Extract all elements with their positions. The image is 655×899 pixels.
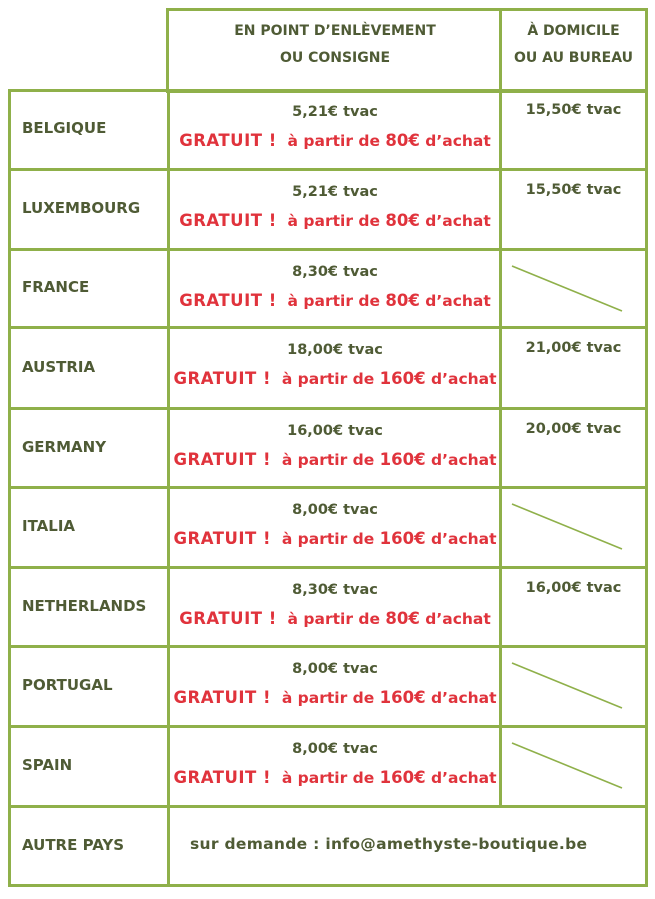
country-label: GERMANY — [22, 437, 107, 456]
free-threshold-suffix: d’achat — [431, 370, 497, 388]
other-countries-contact: sur demande : info@amethyste-boutique.be — [190, 835, 588, 853]
header-home-line2: OU AU BUREAU — [514, 50, 633, 66]
free-threshold-amount: 80€ — [385, 211, 420, 230]
not-available-strike — [512, 743, 622, 788]
free-threshold-suffix: d’achat — [425, 132, 491, 150]
home-price: 15,50€ tvac — [525, 182, 622, 198]
free-shipping-note — [168, 688, 502, 707]
free-threshold-amount: 160€ — [379, 529, 426, 548]
free-label: GRATUIT ! — [173, 688, 272, 707]
free-label: GRATUIT ! — [179, 131, 277, 150]
home-price: 20,00€ tvac — [525, 421, 622, 437]
free-threshold-suffix: d’achat — [425, 610, 491, 628]
free-threshold-suffix: d’achat — [425, 212, 491, 230]
header-home-line1: À DOMICILE — [527, 23, 620, 39]
free-threshold-amount: 160€ — [379, 688, 426, 707]
header-pickup — [170, 18, 500, 72]
not-available-strike — [512, 504, 622, 549]
free-threshold-suffix: d’achat — [431, 530, 497, 548]
free-threshold-prefix: à partir de — [281, 530, 375, 548]
not-available-strike — [512, 663, 622, 708]
country-label: AUSTRIA — [22, 357, 96, 376]
free-shipping-note — [168, 529, 502, 548]
pickup-price: 18,00€ tvac — [287, 342, 383, 358]
free-threshold-suffix: d’achat — [431, 769, 497, 787]
free-threshold-prefix: à partir de — [287, 292, 380, 310]
pickup-price: 8,00€ tvac — [292, 502, 378, 518]
free-threshold-amount: 80€ — [385, 131, 420, 150]
free-threshold-suffix: d’achat — [425, 292, 491, 310]
header-home — [502, 18, 645, 72]
free-threshold-suffix: d’achat — [431, 451, 497, 469]
country-label: FRANCE — [22, 278, 90, 296]
free-shipping-note — [168, 450, 502, 469]
header-pickup-line2: OU CONSIGNE — [279, 50, 391, 66]
free-threshold-amount: 80€ — [385, 609, 420, 628]
free-shipping-note — [168, 131, 502, 150]
free-threshold-prefix: à partir de — [281, 689, 375, 707]
free-threshold-prefix: à partir de — [281, 370, 375, 388]
free-threshold-prefix: à partir de — [287, 132, 380, 150]
country-label: PORTUGAL — [22, 676, 113, 694]
pickup-price: 8,00€ tvac — [292, 741, 378, 757]
header-pickup-line1: EN POINT D’ENLÈVEMENT — [234, 23, 436, 39]
free-threshold-amount: 80€ — [385, 291, 420, 310]
pickup-price: 5,21€ tvac — [292, 104, 378, 120]
free-label: GRATUIT ! — [179, 609, 277, 628]
free-threshold-prefix: à partir de — [281, 451, 375, 469]
free-threshold-amount: 160€ — [379, 768, 426, 787]
free-shipping-note — [168, 369, 502, 388]
pickup-price: 5,21€ tvac — [292, 184, 378, 200]
free-threshold-prefix: à partir de — [287, 212, 380, 230]
free-label: GRATUIT ! — [173, 529, 272, 548]
home-price: 16,00€ tvac — [525, 580, 622, 596]
home-price: 21,00€ tvac — [525, 340, 622, 356]
free-label: GRATUIT ! — [173, 450, 272, 469]
country-label: SPAIN — [22, 756, 73, 774]
free-label: GRATUIT ! — [173, 369, 272, 388]
country-label: BELGIQUE — [22, 119, 107, 137]
free-shipping-note — [168, 768, 502, 787]
free-shipping-note — [168, 291, 502, 310]
free-label: GRATUIT ! — [179, 211, 277, 230]
free-label: GRATUIT ! — [173, 768, 272, 787]
free-threshold-suffix: d’achat — [431, 689, 497, 707]
free-shipping-note — [168, 609, 502, 628]
not-available-strike — [512, 266, 622, 311]
pickup-price: 16,00€ tvac — [287, 423, 383, 439]
country-label: LUXEMBOURG — [22, 199, 141, 217]
free-threshold-prefix: à partir de — [281, 769, 375, 787]
home-price: 15,50€ tvac — [525, 102, 622, 118]
free-label: GRATUIT ! — [179, 291, 277, 310]
free-shipping-note — [168, 211, 502, 230]
country-label-other: AUTRE PAYS — [22, 836, 125, 854]
free-threshold-amount: 160€ — [379, 450, 426, 469]
pickup-price: 8,30€ tvac — [292, 264, 378, 280]
country-label: ITALIA — [22, 517, 76, 535]
free-threshold-prefix: à partir de — [287, 610, 380, 628]
free-threshold-amount: 160€ — [379, 369, 426, 388]
pickup-price: 8,30€ tvac — [292, 582, 378, 598]
pickup-price: 8,00€ tvac — [292, 661, 378, 677]
country-label: NETHERLANDS — [22, 596, 147, 615]
